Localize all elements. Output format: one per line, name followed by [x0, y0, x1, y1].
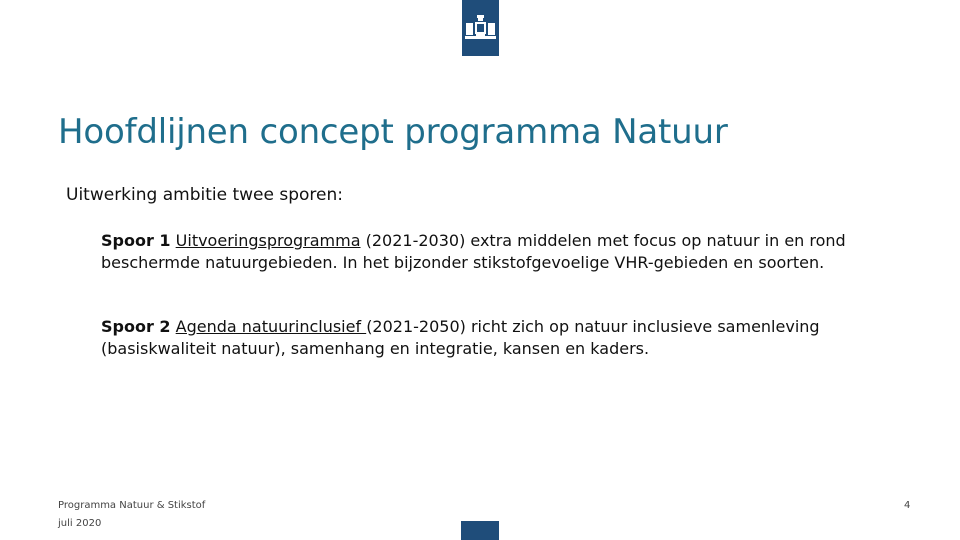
spoor-2-label: Spoor 2 [101, 317, 171, 336]
spoor-1-link[interactable]: Uitvoeringsprogramma [175, 231, 361, 250]
spoor-2-paragraph [101, 316, 901, 359]
spoor-2-text: (2021-2050) richt zich op natuur inclusieve samenleving (basiskwaliteit natuur), samenhang en integratie, kansen en kaders. [101, 317, 820, 358]
spoor-1-label: Spoor 1 [101, 231, 171, 250]
rijksoverheid-logo [462, 0, 499, 56]
spoor-1-text: (2021-2030) extra middelen met focus op natuur in en rond beschermde natuurgebieden. In het bijzonder stikstofgevoelige VHR-gebieden en soorten. [101, 231, 846, 272]
coat-of-arms-icon [465, 15, 496, 43]
bottom-brand-bar [461, 521, 499, 540]
page-number: 4 [904, 500, 911, 511]
footer-date: juli 2020 [58, 518, 102, 529]
subtitle: Uitwerking ambitie twee sporen: [66, 185, 343, 205]
footer-program: Programma Natuur & Stikstof [58, 500, 206, 511]
spoor-2-link[interactable]: Agenda natuurinclusief [175, 317, 367, 336]
page-title: Hoofdlijnen concept programma Natuur [58, 112, 728, 152]
spoor-1-paragraph [101, 230, 901, 273]
